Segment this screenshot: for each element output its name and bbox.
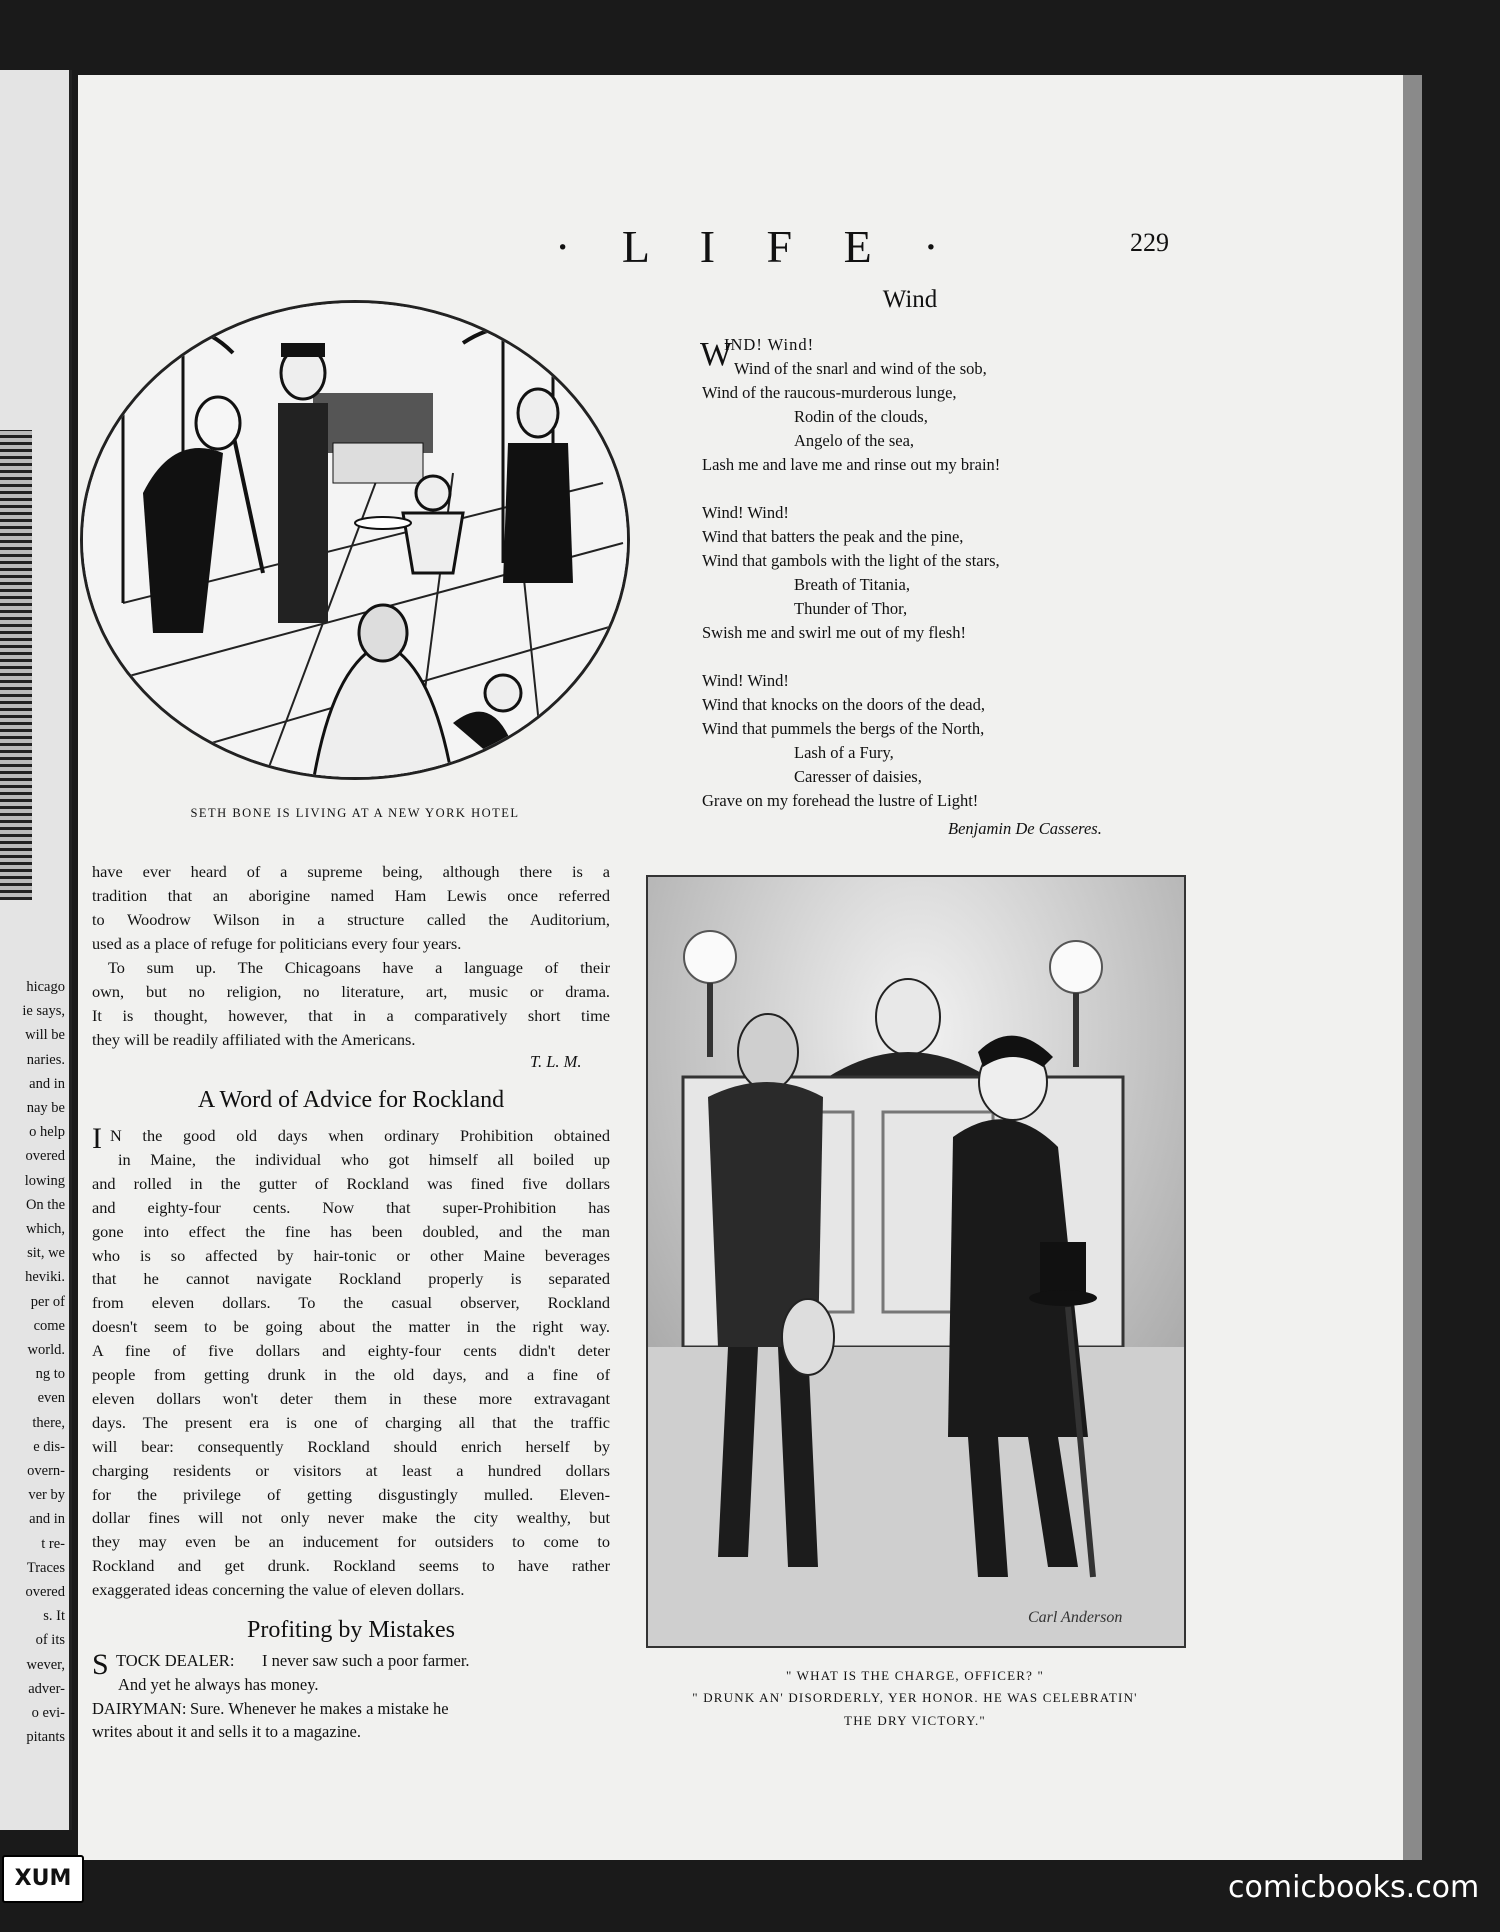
mistakes-article-title: Profiting by Mistakes <box>247 1617 455 1643</box>
magazine-title: · L I F E · <box>555 221 959 272</box>
facing-page-fragment: pitants <box>26 1729 65 1746</box>
article-line: exaggerated ideas concerning the value of eleven dollars. <box>92 1580 465 1600</box>
article-line: they may even be an inducement for outsiders to come to <box>92 1532 610 1552</box>
mistakes-line: Sure. Whenever he makes a mistake he <box>190 1699 449 1718</box>
article-line: A fine of five dollars and eighty-four cents didn't deter <box>92 1341 610 1361</box>
poem-author: Benjamin De Casseres. <box>948 819 1102 838</box>
facing-page-fragment: which, <box>25 1221 65 1238</box>
article-line: who is so affected by hair-tonic or other Maine beverages <box>92 1245 610 1265</box>
article-line: that he cannot navigate Rockland properly is separated <box>92 1269 610 1289</box>
article-line: will bear: consequently Rockland should enrich herself by <box>92 1436 610 1456</box>
facing-page-fragment: and in <box>29 1511 65 1528</box>
article-line: in Maine, the individual who got himself all boiled up <box>118 1149 610 1169</box>
courtroom-drawing <box>648 877 1186 1648</box>
poem-line: Grave on my forehead the lustre of Light! <box>702 791 979 810</box>
facing-page-edge <box>0 70 72 1830</box>
poem-line: Wind that gambols with the light of the stars, <box>702 551 1000 570</box>
facing-page-fragment: of its <box>35 1632 65 1649</box>
article-line: have ever heard of a supreme being, although there is a <box>92 862 610 881</box>
facing-page-illustration-fragment <box>0 430 32 900</box>
facing-page-fragment: nay be <box>26 1100 65 1117</box>
facing-page-fragment: and in <box>29 1075 65 1092</box>
article-line: days. The present era is one of charging all that the traffic <box>92 1412 610 1432</box>
facing-page-fragment: o help <box>29 1124 65 1141</box>
hotel-scene-drawing <box>83 303 630 780</box>
facing-page-fragment: On the <box>25 1196 65 1213</box>
facing-page-fragment: heviki. <box>25 1269 65 1286</box>
mistakes-line: I never saw such a poor farmer. <box>262 1651 470 1670</box>
rockland-article-title: A Word of Advice for Rockland <box>197 1087 505 1113</box>
poem-line: Breath of Titania, <box>794 575 910 594</box>
poem-title: Wind <box>882 286 938 313</box>
facing-page-fragment: there, <box>32 1414 65 1431</box>
poem-line: Lash me and lave me and rinse out my brain! <box>702 455 1001 474</box>
article-signature: T. L. M. <box>530 1052 582 1071</box>
poem-line: Wind! Wind! <box>702 503 789 522</box>
poem-line: Wind! Wind! <box>702 671 789 690</box>
poem-line: Swish me and swirl me out of my flesh! <box>702 623 966 642</box>
article-line: they will be readily affiliated with the Americans. <box>92 1030 416 1049</box>
facing-page-fragment: world. <box>27 1342 65 1359</box>
poem-line: Angelo of the sea, <box>794 431 915 450</box>
page-edge-shadow <box>1400 75 1422 1860</box>
article-line: eleven dollars won't deter them in these more extravagant <box>92 1388 610 1408</box>
article-line: gone into effect the fine has been doubled, and the man <box>92 1221 610 1241</box>
article-line: own, but no religion, no literature, art, music or drama. <box>92 982 610 1001</box>
mistakes-drop-cap: S <box>92 1648 109 1681</box>
poem-line: Wind that pummels the bergs of the North, <box>702 719 985 738</box>
article-line: doesn't seem to be going about the matter in the right way. <box>92 1317 610 1337</box>
poem-line: Wind of the snarl and wind of the sob, <box>734 359 987 378</box>
article-line: N the good old days when ordinary Prohibition obtained <box>110 1126 610 1145</box>
facing-page-fragment: e dis- <box>33 1438 65 1455</box>
facing-page-fragment: wever, <box>26 1656 65 1673</box>
article-line: for the privilege of getting disgustingly mulled. Eleven- <box>92 1484 610 1504</box>
article-line: dollar fines will not only never make the city wealthy, but <box>92 1508 610 1528</box>
mistakes-speaker: TOCK DEALER: <box>116 1651 235 1670</box>
facing-page-fragment: will be <box>25 1027 65 1044</box>
article-line: Rockland and get drunk. Rockland seems to have rather <box>92 1556 610 1576</box>
facing-page-text-fragments <box>5 975 65 1750</box>
poem-line: Wind that batters the peak and the pine, <box>702 527 964 546</box>
facing-page-fragment: o evi- <box>31 1705 65 1722</box>
facing-page-fragment: lowing <box>24 1172 65 1189</box>
article-line: It is thought, however, that in a comparatively short time <box>92 1006 610 1025</box>
facing-page-fragment: ie says, <box>22 1003 65 1020</box>
cartoon-caption-line: " WHAT IS THE CHARGE, OFFICER? " <box>785 1668 1045 1683</box>
rockland-drop-cap: I <box>92 1122 102 1155</box>
poem-line: Wind of the raucous-murderous lunge, <box>702 383 957 402</box>
mistakes-line: writes about it and sells it to a magazine. <box>92 1722 361 1741</box>
facing-page-fragment: naries. <box>26 1051 65 1068</box>
facing-page-fragment: overn- <box>27 1463 65 1480</box>
article-line: tradition that an aborigine named Ham Lewis once referred <box>92 886 610 905</box>
courtroom-cartoon <box>646 875 1186 1648</box>
facing-page-fragment: ver by <box>28 1487 65 1504</box>
archive-badge: XUM <box>2 1855 84 1903</box>
article-line: to Woodrow Wilson in a structure called the Auditorium, <box>92 910 610 929</box>
facing-page-fragment: per of <box>30 1293 65 1310</box>
facing-page-fragment: ng to <box>35 1366 65 1383</box>
article-line: people from getting drunk in the old days, and a fine of <box>92 1365 610 1384</box>
poem-line: Rodin of the clouds, <box>794 407 928 426</box>
poem-line: IND! Wind! <box>724 335 815 354</box>
cartoon-caption-line: " DRUNK AN' DISORDERLY, YER HONOR. HE WAS CELEBRATIN' <box>692 1690 1138 1705</box>
mistakes-line: And yet he always has money. <box>118 1675 319 1694</box>
article-line: used as a place of refuge for politicians every four years. <box>92 934 462 953</box>
hotel-illustration <box>80 300 630 780</box>
mistakes-speaker: DAIRYMAN: <box>92 1699 187 1718</box>
illustration-caption: SETH BONE IS LIVING AT A NEW YORK HOTEL <box>190 806 520 820</box>
facing-page-fragment: s. It <box>43 1608 65 1625</box>
article-line: from eleven dollars. To the casual observer, Rockland <box>92 1293 610 1313</box>
poem-line: Thunder of Thor, <box>794 599 908 618</box>
facing-page-fragment: overed <box>25 1148 65 1165</box>
facing-page-fragment: even <box>37 1390 65 1407</box>
facing-page-fragment: overed <box>25 1584 65 1601</box>
poem-line: Wind that knocks on the doors of the dead, <box>702 695 985 714</box>
facing-page-fragment: hicago <box>26 979 65 995</box>
facing-page-fragment: adver- <box>28 1680 65 1697</box>
poem-drop-cap: W <box>700 336 733 373</box>
article-line: To sum up. The Chicagoans have a language of their <box>108 958 610 977</box>
facing-page-fragment: sit, we <box>27 1245 65 1262</box>
facing-page-fragment: come <box>33 1317 65 1334</box>
facing-page-fragment: t re- <box>41 1535 65 1552</box>
article-line: and eighty-four cents. Now that super-Prohibition has <box>92 1197 610 1217</box>
poem-line: Caresser of daisies, <box>794 767 922 786</box>
facing-page-fragment: Traces <box>26 1559 65 1576</box>
cartoon-caption-line: THE DRY VICTORY." <box>844 1713 986 1728</box>
cartoon-signature: Carl Anderson <box>1028 1609 1123 1626</box>
article-line: charging residents or visitors at least a hundred dollars <box>92 1460 610 1480</box>
article-line: and rolled in the gutter of Rockland was fined five dollars <box>92 1173 610 1193</box>
page-number: 229 <box>1130 228 1169 257</box>
source-watermark: comicbooks.com <box>1228 1870 1480 1905</box>
poem-line: Lash of a Fury, <box>794 743 894 762</box>
